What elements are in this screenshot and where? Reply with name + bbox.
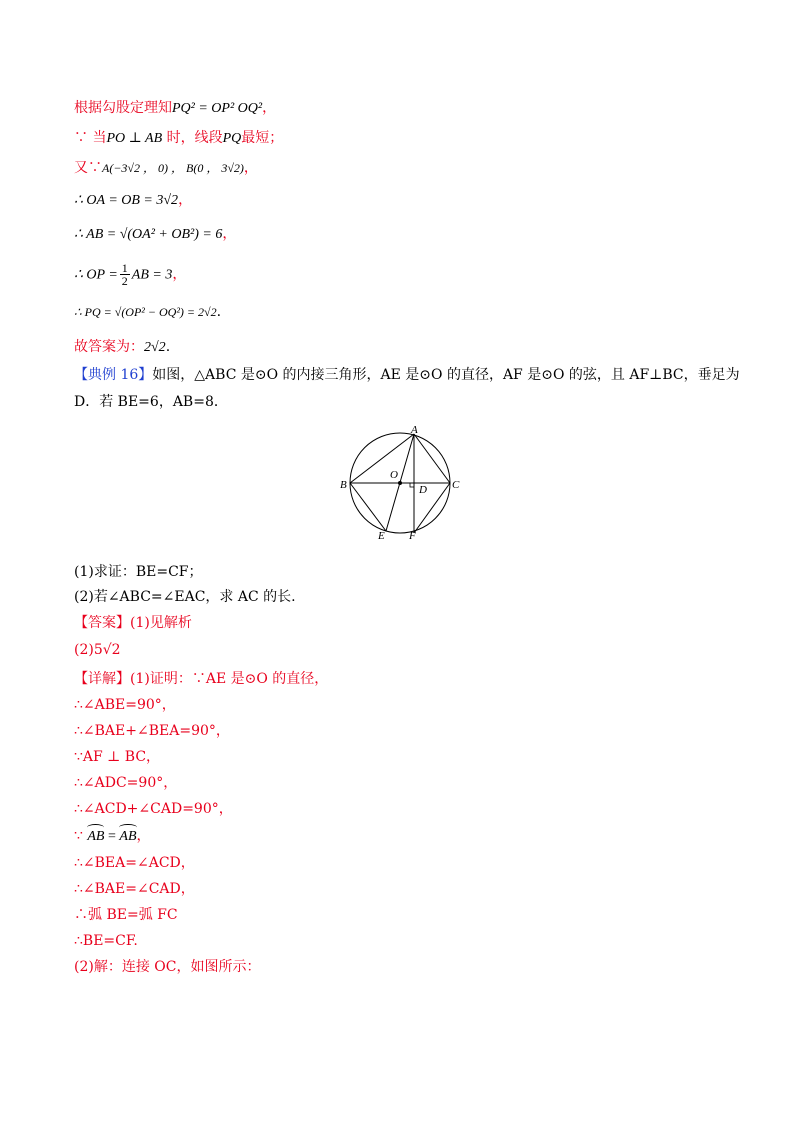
text: 根据勾股定理知 [74,100,172,116]
label-o: O [390,469,398,481]
solution-line-7 [74,302,221,322]
question-1 [74,562,203,582]
step-text: ∴∠BEA=∠ACD， [74,855,195,871]
solution-line-2 [74,128,283,149]
answer-tag: 【答案】 [74,615,130,631]
answer-1: (1)见解析 [130,615,192,631]
answer-2: (2)5√2 [74,642,121,658]
detail-step-7 [74,853,195,873]
formula: PO ⊥ AB [106,131,163,146]
text: 又∵ [74,160,102,176]
example-line-2 [74,392,228,412]
question-2 [74,587,296,607]
segment-ac [414,434,450,483]
answer-line [74,337,170,358]
detail-step-5 [74,799,233,819]
solution-line-4 [74,190,192,211]
punct: ， [243,160,258,176]
example-text: 如图，△ABC 是⊙O 的内接三角形，AE 是⊙O 的直径，AF 是⊙O 的弦，且 AF⊥BC，垂足为 [152,367,740,383]
label-e: E [378,530,385,540]
solution-line-6 [74,262,186,287]
formula: ∴ OA = OB = 3√2 [74,193,179,208]
example-line-1 [74,365,740,385]
text: 时，线段 [162,130,223,146]
answer-value: 2√2 [144,340,166,355]
equals: = [104,829,120,844]
detail-step-10 [74,931,138,951]
step-text: (2)解：连接 OC，如图所示： [74,959,261,975]
label-b: B [340,479,347,491]
segment-ab [350,434,414,483]
arc-ab: AB [87,827,104,847]
punct: . [216,304,222,320]
formula: PQ [222,131,242,146]
formula: ∴ OP = [74,267,118,283]
label-c: C [452,479,460,491]
example-text: D．若 BE=6，AB=8． [74,394,228,410]
segment-be [350,483,386,531]
numerator: 1 [121,261,128,275]
step-text: ∴BE=CF. [74,933,138,949]
detail-step-6 [74,826,151,847]
detail-step-4 [74,773,177,793]
step-text: ∵AF ⊥ BC， [74,749,161,765]
detail-step-2 [74,721,230,741]
punct: ， [262,100,277,116]
fraction [120,262,130,287]
step-text: ∴∠BAE+∠BEA=90°， [74,723,230,739]
punct: . [165,339,171,355]
text: 最短； [241,130,284,146]
formula: PQ² = OP² OQ² [172,101,263,116]
detail-step-1 [74,695,176,715]
detail-intro [74,669,328,689]
step-text: ∴∠ADC=90°， [74,775,178,791]
formula: AB = 3 [131,267,173,283]
detail-text: (1)证明：∵AE 是⊙O 的直径， [130,671,329,687]
geometry-figure [338,424,468,540]
detail-tag: 【详解】 [74,671,130,687]
denominator: 2 [121,274,128,288]
label-f: F [409,530,416,540]
punct: ， [136,828,151,844]
detail-step-9 [74,905,178,925]
answer-section [74,613,192,633]
center-point [398,481,402,485]
text: ∵ 当 [74,130,107,146]
because-symbol: ∵ [74,828,83,844]
answer-2-line [74,640,121,660]
formula: ∴ AB = √(OA² + OB²) = 6 [74,227,223,242]
answer-label: 故答案为： [74,339,144,355]
step-text: ∴∠ABE=90°， [74,697,176,713]
formula: A(−3√2 ， 0) ， B(0 ， 3√2) [102,161,244,175]
right-angle-mark [410,483,414,487]
step-text: ∴弧 BE=弧 FC [74,907,178,923]
label-a: A [411,424,418,436]
label-d: D [419,484,427,496]
formula: ∴ PQ = √(OP² − OQ²) = 2√2 [74,305,217,319]
detail-step-11 [74,957,260,977]
punct: ， [222,226,237,242]
question-text: (2)若∠ABC=∠EAC，求 AC 的长. [74,589,296,605]
question-text: (1)求证：BE=CF； [74,564,203,580]
punct: ， [178,192,193,208]
arc-ab: AB [119,827,136,847]
solution-line-5 [74,224,236,245]
solution-line-3 [74,158,258,178]
example-tag: 【典例 16】 [74,367,153,383]
detail-step-8 [74,879,195,899]
solution-line-1 [74,98,276,119]
punct: ， [172,266,187,283]
detail-step-3 [74,747,160,767]
step-text: ∴∠BAE=∠CAD， [74,881,195,897]
step-text: ∴∠ACD+∠CAD=90°， [74,801,233,817]
